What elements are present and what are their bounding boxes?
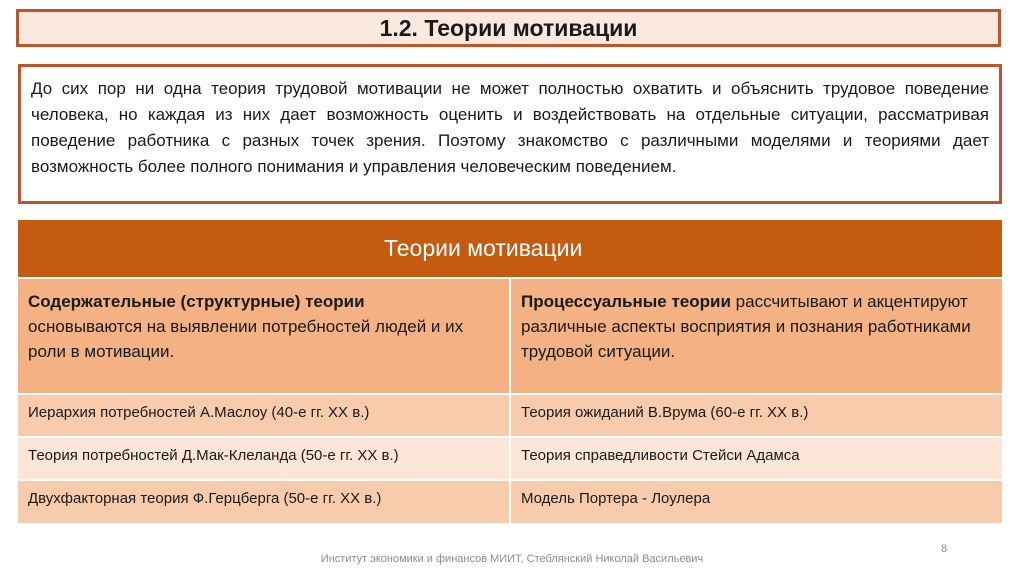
slide-title: 1.2. Теории мотивации <box>379 14 638 41</box>
category-row <box>18 278 1002 394</box>
table-cell: Теория потребностей Д.Мак-Клеланда (50-е гг. XX в.) <box>18 437 510 480</box>
table-cell: Иерархия потребностей А.Маслоу (40-е гг. XX в.) <box>18 394 510 437</box>
category-process-theories <box>510 278 1002 394</box>
category-title: Процессуальные теории <box>521 292 731 311</box>
motivation-theories-table <box>18 220 1002 523</box>
footer-text: Институт экономики и финансов МИИТ, Стеблянский Николай Васильевич <box>320 553 704 565</box>
table-cell: Двухфакторная теория Ф.Герцберга (50-е гг. XX в.) <box>18 480 510 523</box>
slide-title-box <box>16 9 1001 47</box>
table-row <box>18 480 1002 523</box>
intro-text: До сих пор ни одна теория трудовой мотивации не может полностью охватить и объяснить трудовое поведение человека, но каждая из них дает возможность оценить и воздействовать на отдельные ситуации, рассматривая поведение работника с разных точек зрения. Поэтому знакомство с различными моделями и теориями дает возможность более полного понимания и управления человеческим поведением. <box>31 79 989 176</box>
table-cell: Модель Портера - Лоулера <box>510 480 1002 523</box>
page-number: 8 <box>941 543 948 555</box>
intro-box <box>18 64 1002 204</box>
category-content-theories <box>18 278 510 394</box>
table-cell: Теория справедливости Стейси Адамса <box>510 437 1002 480</box>
category-description: основываются на выявлении потребностей людей и их роли в мотивации. <box>28 317 464 361</box>
table-header: Теории мотивации <box>18 220 1002 278</box>
table-cell: Теория ожиданий В.Врума (60-е гг. XX в.) <box>510 394 1002 437</box>
category-title: Содержательные (структурные) теории <box>28 292 365 311</box>
table-row <box>18 394 1002 437</box>
category-description: рассчитывают и акцентируют различные аспекты восприятия и познания работниками трудовой ситуации. <box>521 292 971 361</box>
table-row <box>18 437 1002 480</box>
